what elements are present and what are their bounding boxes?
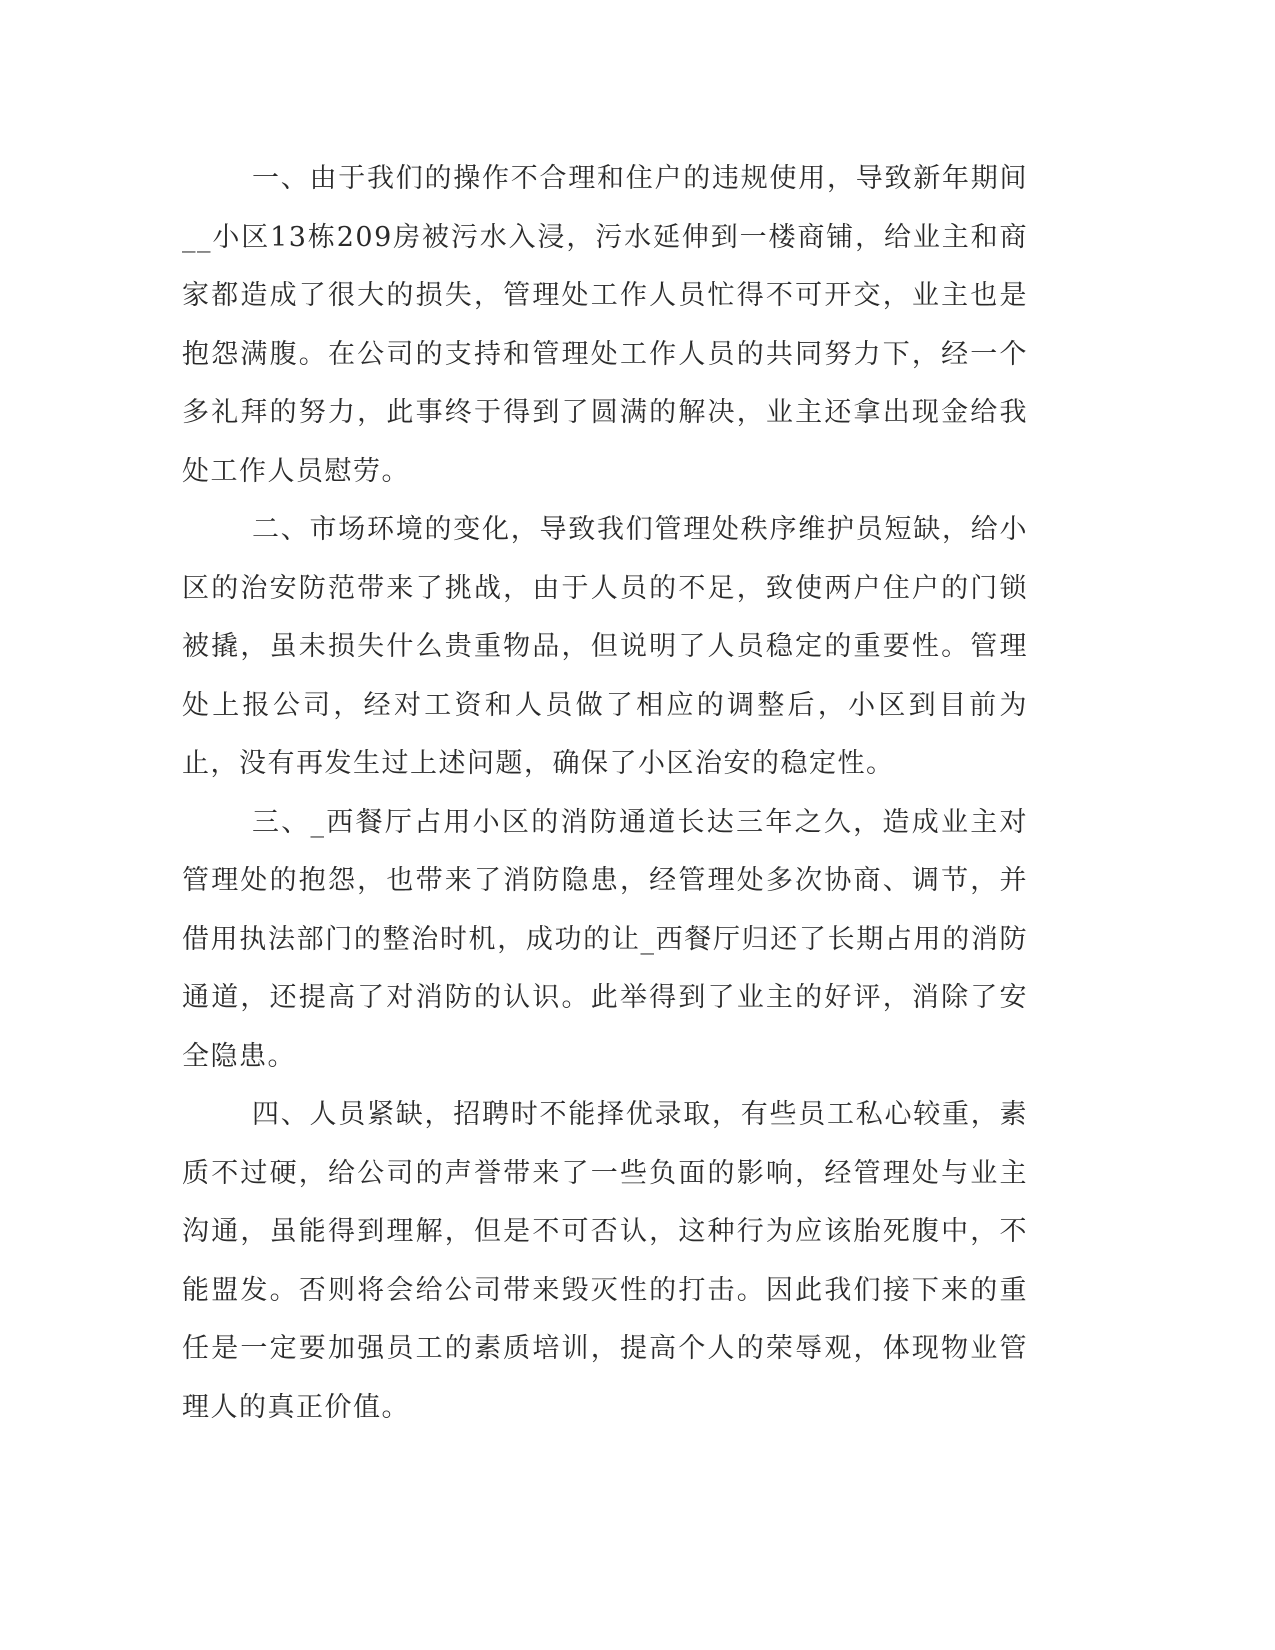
document-body bbox=[182, 150, 1028, 1437]
paragraph-2: 二、市场环境的变化，导致我们管理处秩序维护员短缺，给小区的治安防范带来了挑战，由于人员的不足，致使两户住户的门锁被撬，虽未损失什么贵重物品，但说明了人员稳定的重要性。管理处上报公司，经对工资和人员做了相应的调整后，小区到目前为止，没有再发生过上述问题，确保了小区治安的稳定性。 bbox=[182, 514, 1028, 779]
paragraph-4: 四、人员紧缺，招聘时不能择优录取，有些员工私心较重，素质不过硬，给公司的声誉带来了一些负面的影响，经管理处与业主沟通，虽能得到理解，但是不可否认，这种行为应该胎死腹中，不能盟发。否则将会给公司带来毁灭性的打击。因此我们接下来的重任是一定要加强员工的素质培训，提高个人的荣辱观，体现物业管理人的真正价值。 bbox=[182, 1099, 1028, 1423]
paragraph-1: 一、由于我们的操作不合理和住户的违规使用，导致新年期间__小区13栋209房被污水入浸，污水延伸到一楼商铺，给业主和商家都造成了很大的损失，管理处工作人员忙得不可开交，业主也是抱怨满腹。在公司的支持和管理处工作人员的共同努力下，经一个多礼拜的努力，此事终于得到了圆满的解决，业主还拿出现金给我处工作人员慰劳。 bbox=[182, 163, 1028, 487]
paragraph-3: 三、_西餐厅占用小区的消防通道长达三年之久，造成业主对管理处的抱怨，也带来了消防隐患，经管理处多次协商、调节，并借用执法部门的整治时机，成功的让_西餐厅归还了长期占用的消防通道，还提高了对消防的认识。此举得到了业主的好评，消除了安全隐患。 bbox=[182, 806, 1028, 1072]
